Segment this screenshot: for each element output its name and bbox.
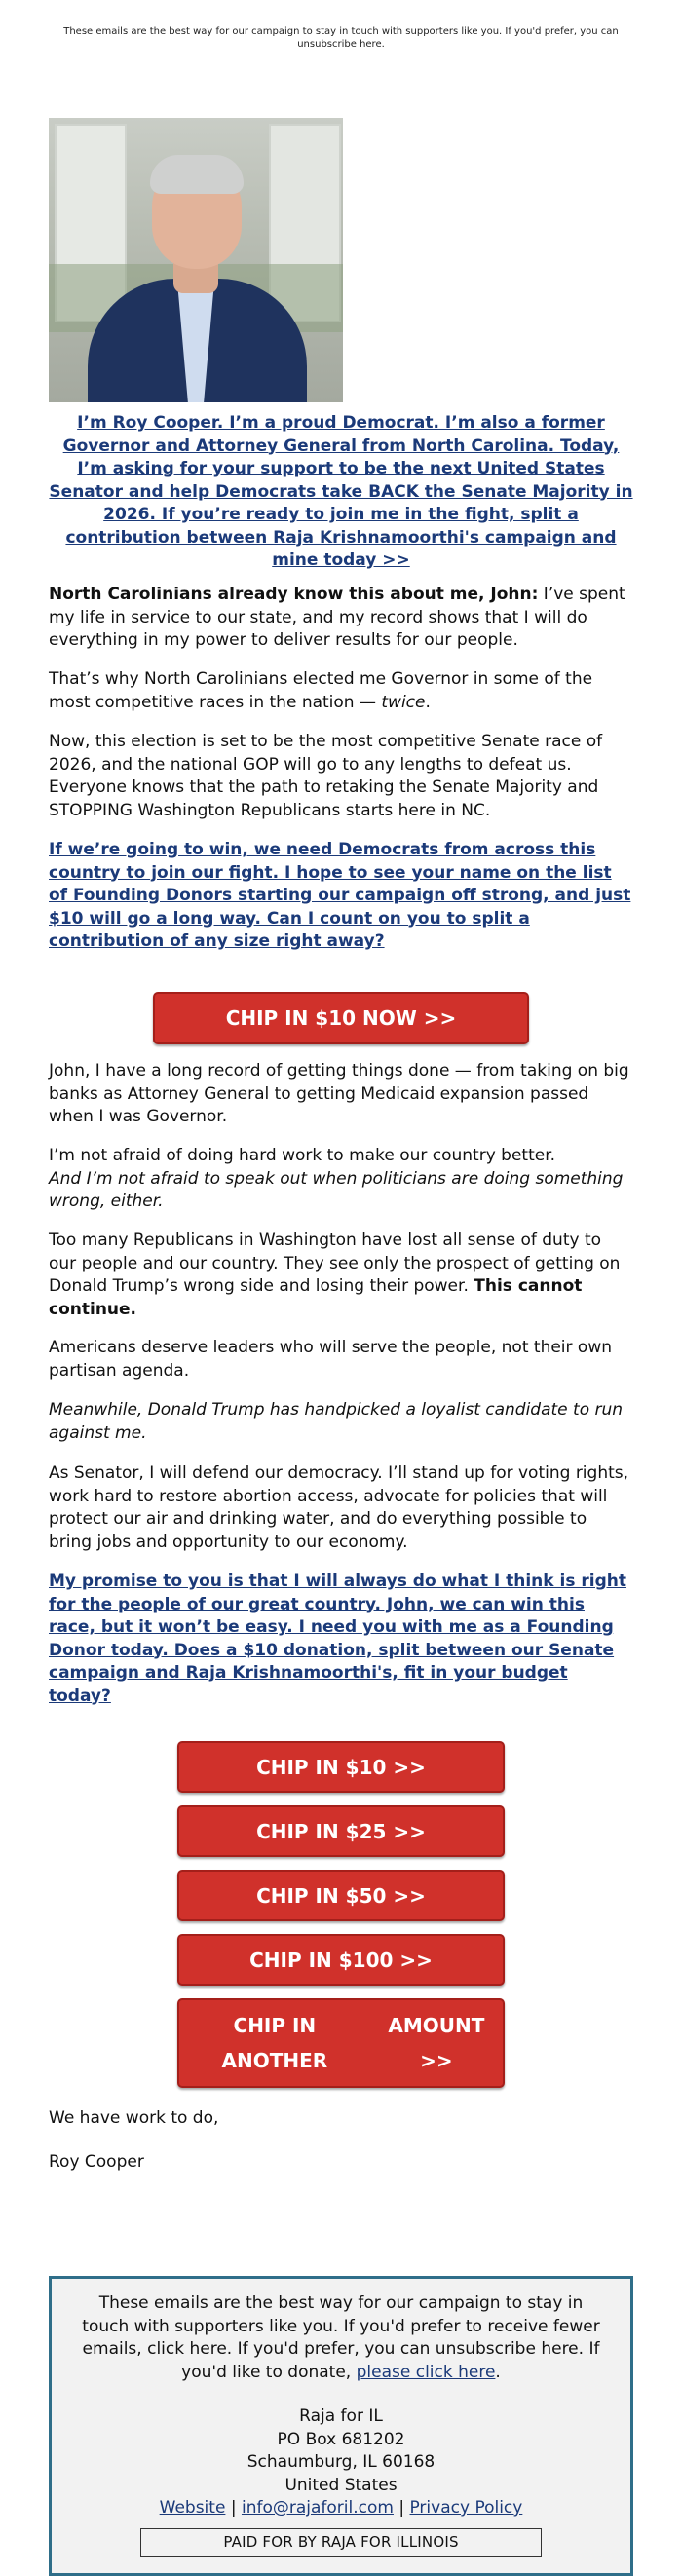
signature: Roy Cooper: [49, 2152, 144, 2172]
paragraph-not-afraid: [49, 1145, 633, 1214]
footer-notice: [77, 2292, 605, 2384]
separator: |: [393, 2498, 410, 2518]
promise-donate-link[interactable]: My promise to you is that I will always do what I think is right for the people of our great country. John, we can win this race, but it won’t be easy. I need you with me as a Founding Donor today. Does a $10 donation, split between our Senate campaign and Raja Krishnamoorthi's, fit in your budget today?: [49, 1572, 626, 1706]
privacy-policy-link[interactable]: Privacy Policy: [409, 2498, 523, 2518]
paragraph-record: John, I have a long record of getting things done — from taking on big banks as Attorney General to getting Medicaid expansion passed when I was Governor.: [49, 1061, 629, 1126]
chip-in-50-button[interactable]: CHIP IN $50 >>: [177, 1870, 505, 1921]
paid-for-disclaimer: PAID FOR BY RAJA FOR ILLINOIS: [140, 2528, 542, 2557]
paragraph-republicans: [49, 1230, 633, 1321]
footer-links: [77, 2497, 605, 2520]
intro-donate-link[interactable]: I’m Roy Cooper. I’m a proud Democrat. I’m also a former Governor and Attorney General from North Carolina. Today, I’m asking for your support to be the next United States Senator and help Democrats take BACK the Senate Majority in 2026. If you’re ready to join me in the fight, split a contribution between Raja Krishnamoorthi's campaign and mine today >>: [49, 413, 633, 570]
text: That’s why North Carolinians elected me Governor in some of the most competitive races in the nation —: [49, 669, 593, 712]
po-box: PO Box 681202: [277, 2429, 405, 2449]
footer-text-end: .: [495, 2362, 501, 2382]
founding-donor-link[interactable]: If we’re going to win, we need Democrats from across this country to join our fight. I hope to see your name on the list of Founding Donors starting our campaign off strong, and just $10 will go a long way. Can I count on you to split a contribution of any size right away?: [49, 840, 631, 951]
footer-text: These emails are the best way for our campaign to stay in touch with supporters like you. If you'd prefer to receive fewer emails, click here. If you'd prefer, you can unsubscribe here. If you'd like to donate,: [82, 2293, 600, 2382]
paragraph-elected: [49, 668, 633, 714]
chip-in-another-amount-button[interactable]: [177, 1998, 505, 2088]
address: [77, 2406, 605, 2497]
bold-text: This cannot continue.: [49, 1276, 583, 1319]
hair-shape: [150, 155, 244, 194]
hero-photo: [49, 118, 343, 402]
chip-in-10-button[interactable]: CHIP IN $10 >>: [177, 1741, 505, 1793]
text: I’m not afraid of doing hard work to make our country better.: [49, 1146, 556, 1165]
text: .: [425, 692, 431, 712]
email-link[interactable]: info@rajaforil.com: [241, 2498, 394, 2518]
footer: [49, 2276, 633, 2576]
website-link[interactable]: Website: [159, 2498, 226, 2518]
btn-line-2: AMOUNT >>: [388, 2014, 485, 2072]
paragraph-trump: [49, 1399, 633, 1445]
emphasis: twice: [381, 692, 426, 712]
paragraph-senator: As Senator, I will defend our democracy. I’ll stand up for voting rights, work hard to restore abortion access, advocate for policies that will protect our air and drinking water, and do everything possible to bring jobs and opportunity to our economy.: [49, 1463, 629, 1552]
preheader: These emails are the best way for our campaign to stay in touch with supporters like you. If you'd prefer, you can unsubscribe here.: [63, 26, 619, 50]
emphasis: And I’m not afraid to speak out when politicians are doing something wrong, either.: [49, 1168, 624, 1211]
text: Too many Republicans in Washington have lost all sense of duty to our people and our country. They see only the prospect of getting on Donald Trump’s wrong side and losing their power.: [49, 1231, 621, 1296]
emphasis: Meanwhile, Donald Trump has handpicked a loyalist candidate to run against me.: [49, 1400, 624, 1443]
separator: |: [225, 2498, 242, 2518]
org-name: Raja for IL: [299, 2406, 383, 2426]
donate-link[interactable]: please click here: [356, 2362, 496, 2382]
paragraph-americans: Americans deserve leaders who will serve the people, not their own partisan agenda.: [49, 1338, 612, 1381]
btn-line-1: CHIP IN ANOTHER: [221, 2014, 328, 2072]
text: I’ve spent my life in service to our state, and my record shows that I will do everything in my power to deliver results for our people.: [49, 585, 625, 650]
city: Schaumburg, IL 60168: [246, 2452, 436, 2472]
bold-lead: North Carolinians already know this about me, John:: [49, 585, 539, 604]
country: United States: [284, 2475, 398, 2495]
closing-line: We have work to do,: [49, 2108, 219, 2128]
paragraph-intro: [49, 584, 633, 653]
chip-in-100-button[interactable]: CHIP IN $100 >>: [177, 1934, 505, 1986]
chip-in-10-now-button[interactable]: CHIP IN $10 NOW >>: [153, 992, 529, 1044]
paragraph-election: Now, this election is set to be the most competitive Senate race of 2026, and the national GOP will go to any lengths to defeat us. Everyone knows that the path to retaking the Senate Majority and STOPPING Washington Republicans starts here in NC.: [49, 732, 603, 820]
chip-in-25-button[interactable]: CHIP IN $25 >>: [177, 1805, 505, 1857]
